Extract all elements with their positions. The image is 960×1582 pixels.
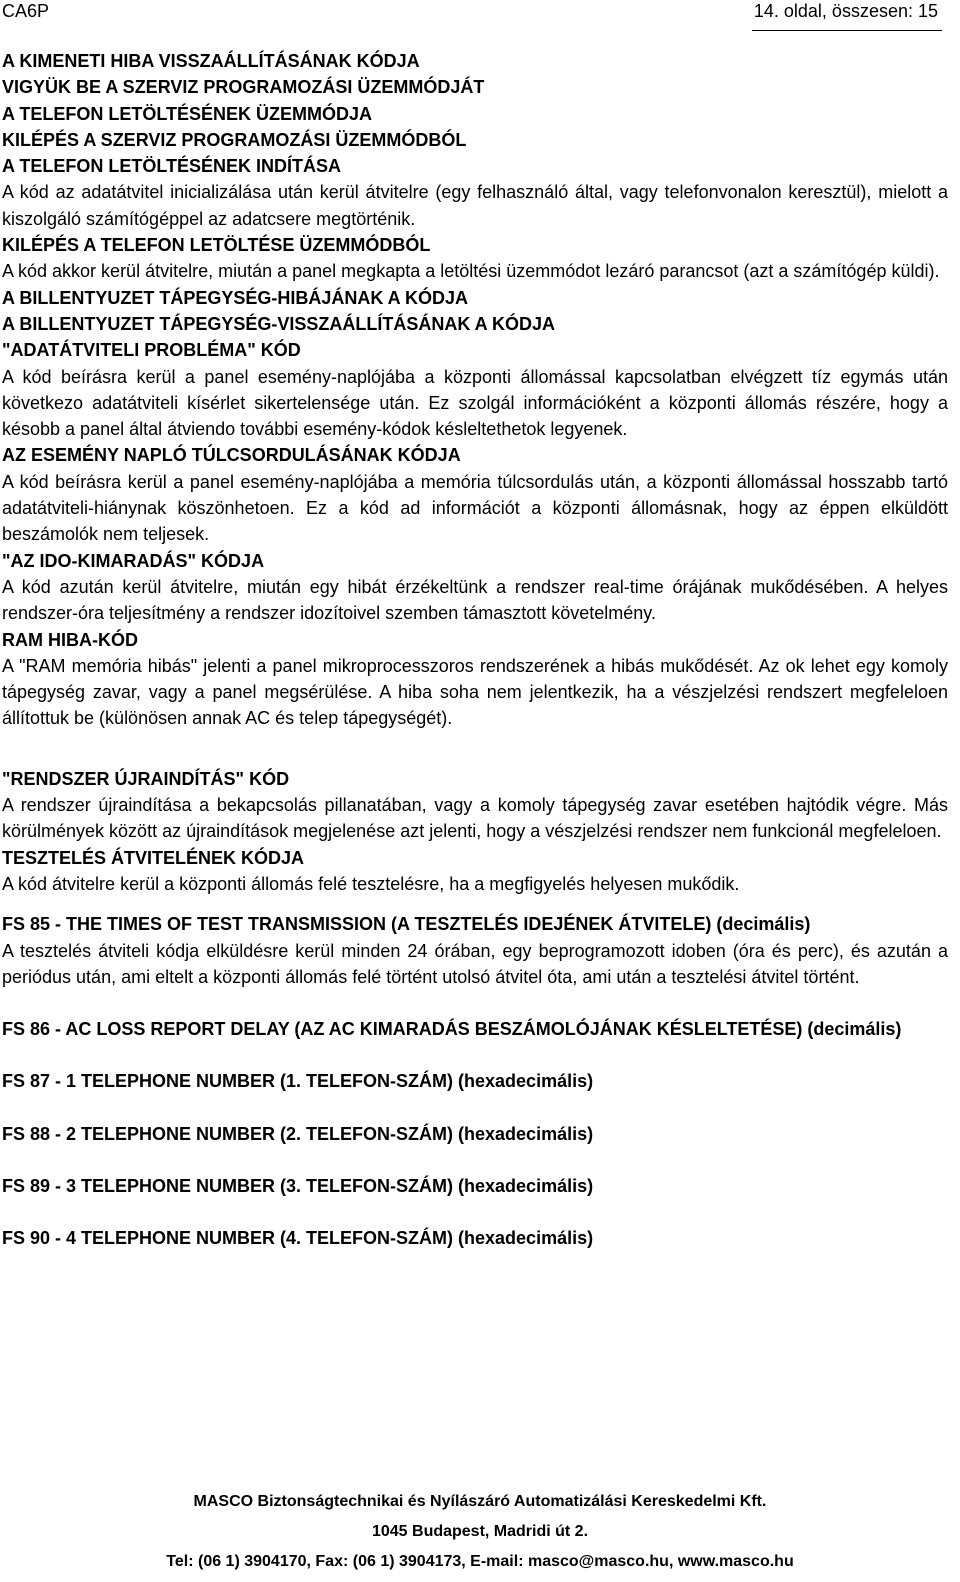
header-rule xyxy=(752,30,942,31)
fs85-paragraph: A tesztelés átviteli kódja elküldésre kerül minden 24 órában, egy beprogramozott idoben (óra és perc), és azután a periódus után, ami eltelt a központi állomás felé történt utolsó átvitel óta, ami után a tesztelési átvitel történt. xyxy=(2,940,948,987)
fs85-title: FS 85 - THE TIMES OF TEST TRANSMISSION (A TESZTELÉS IDEJÉNEK ÁTVITELE) (decimális) xyxy=(2,914,811,935)
section-heading: "RENDSZER ÚJRAINDÍTÁS" KÓD xyxy=(2,768,290,789)
company-name: MASCO Biztonságtechnikai és Nyílászáró Automatizálási Kereskedelmi Kft. xyxy=(193,1493,767,1510)
fs87-title: FS 87 - 1 TELEPHONE NUMBER (1. TELEFON-SZÁM) (hexadecimális) xyxy=(2,1071,594,1092)
section-heading: A BILLENTYUZET TÁPEGYSÉG-VISSZAÁLLÍTÁSÁNAK A KÓDJA xyxy=(2,313,556,334)
spacer xyxy=(2,897,948,911)
section-heading: A TELEFON LETÖLTÉSÉNEK ÜZEMMÓDJA xyxy=(2,103,373,124)
page-footer xyxy=(0,1487,960,1577)
fs90-title: FS 90 - 4 TELEPHONE NUMBER (4. TELEFON-SZÁM) (hexadecimális) xyxy=(2,1228,594,1249)
section-heading: KILÉPÉS A TELEFON LETÖLTÉSE ÜZEMMÓDBÓL xyxy=(2,235,431,256)
spacer xyxy=(2,1042,948,1068)
fs89-title: FS 89 - 3 TELEPHONE NUMBER (3. TELEFON-SZÁM) (hexadecimális) xyxy=(2,1175,594,1196)
paragraph: A rendszer újraindítása a bekapcsolás pillanatában, vagy a komoly tápegység zavar esetében hajtódik végre. Más körülmények között az újraindítások megjelenése azt jelenti, hogy a vészjelzési rendszer nem funkcionál megfeleloen. xyxy=(2,795,948,842)
paragraph: A kód az adatátvitel inicializálása után kerül átvitelre (egy felhasználó által, vagy telefonvonalon keresztül), mielott a kiszolgáló számítógéppel az adatcsere megtörténik. xyxy=(2,182,948,229)
section-heading: "AZ IDO-KIMARADÁS" KÓDJA xyxy=(2,550,265,571)
spacer xyxy=(2,1095,948,1121)
section-heading: RAM HIBA-KÓD xyxy=(2,629,138,650)
document-body xyxy=(2,48,948,1252)
paragraph: A "RAM memória hibás" jelenti a panel mikroprocesszoros rendszerének a hibás mukődését. Az ok lehet egy komoly tápegység zavar, vagy a panel megsérülése. A hiba soha nem jelentkezik, ha a vészjelzési rendszert megfeleloen állítottuk be (különösen annak AC és telep tápegységét). xyxy=(2,655,948,729)
paragraph: A kód azután kerül átvitelre, miután egy hibát érzékeltünk a rendszer real-time órájának mukődésében. A helyes rendszer-óra teljesítmény a rendszer idozítoivel szemben támasztott követelmény. xyxy=(2,576,948,624)
paragraph: A kód beírásra kerül a panel esemény-naplójába a központi állomással kapcsolatban elvégzett tíz egymás után következo adatátviteli kísérlet sikertelensége után. Ez szolgál információként a központi állomás részére, hogy a késobb a panel által átviendo további esemény-kódok késleltethetok legyenek. xyxy=(2,366,948,440)
paragraph: A kód beírásra kerül a panel esemény-naplójába a memória túlcsordulás után, a központi állomással hosszabb tartó adatátviteli-hiánynak köszönhetoen. Ez a kód ad információt a központi állomásnak, hogy az éppen elküldött beszámolók nem teljesek. xyxy=(2,471,948,545)
page-number: 14. oldal, összesen: 15 xyxy=(753,1,938,21)
section-heading: AZ ESEMÉNY NAPLÓ TÚLCSORDULÁSÁNAK KÓDJA xyxy=(2,445,461,466)
section-list-2 xyxy=(2,766,948,897)
spacer xyxy=(2,990,948,1016)
section-heading: KILÉPÉS A SZERVIZ PROGRAMOZÁSI ÜZEMMÓDBÓL xyxy=(2,129,467,150)
document-code: CA6P xyxy=(2,1,50,21)
company-address: 1045 Budapest, Madridi út 2. xyxy=(371,1523,589,1540)
section-heading: VIGYÜK BE A SZERVIZ PROGRAMOZÁSI ÜZEMMÓDJÁT xyxy=(2,77,485,98)
section-list-1 xyxy=(2,48,948,732)
section-heading: "ADATÁTVITELI PROBLÉMA" KÓD xyxy=(2,340,301,361)
fs88-title: FS 88 - 2 TELEPHONE NUMBER (2. TELEFON-SZÁM) (hexadecimális) xyxy=(2,1123,594,1144)
spacer xyxy=(2,1199,948,1225)
section-heading: A KIMENETI HIBA VISSZAÁLLÍTÁSÁNAK KÓDJA xyxy=(2,51,420,71)
spacer xyxy=(2,1147,948,1173)
section-heading: TESZTELÉS ÁTVITELÉNEK KÓDJA xyxy=(2,847,305,868)
paragraph: A kód átvitelre kerül a központi állomás felé tesztelésre, ha a megfigyelés helyesen mukődik. xyxy=(2,873,740,894)
page-header xyxy=(2,0,942,24)
paragraph: A kód akkor kerül átvitelre, miután a panel megkapta a letöltési üzemmódot lezáró parancsot (azt a számítógép küldi). xyxy=(2,261,940,282)
section-heading: A BILLENTYUZET TÁPEGYSÉG-HIBÁJÁNAK A KÓDJA xyxy=(2,287,469,308)
spacer xyxy=(2,732,948,766)
section-heading: A TELEFON LETÖLTÉSÉNEK INDÍTÁSA xyxy=(2,156,342,177)
company-contact: Tel: (06 1) 3904170, Fax: (06 1) 3904173, E-mail: masco@masco.hu, www.masco.hu xyxy=(166,1553,794,1570)
fs86-title: FS 86 - AC LOSS REPORT DELAY (AZ AC KIMARADÁS BESZÁMOLÓJÁNAK KÉSLELTETÉSE) (decimális) xyxy=(2,1019,902,1040)
